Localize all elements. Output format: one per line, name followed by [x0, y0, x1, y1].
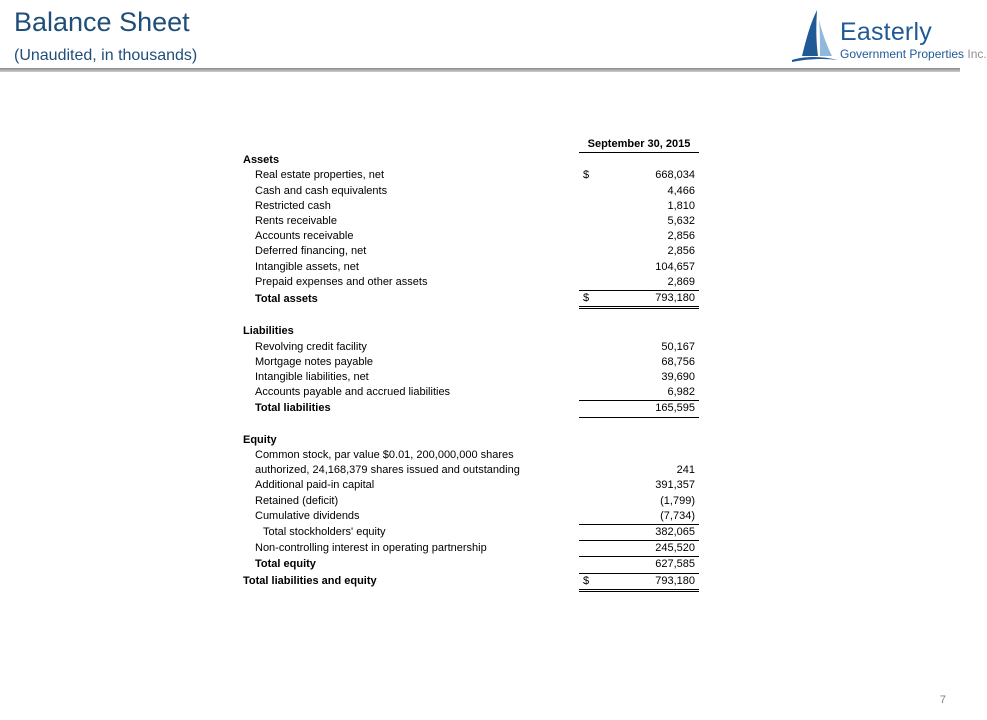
section-heading-liabilities: Liabilities: [243, 325, 294, 338]
table-row: Common stock, par value $0.01, 200,000,000 shares: [255, 449, 514, 462]
balance-sheet-table: [243, 137, 699, 592]
page-title: Balance Sheet: [14, 7, 190, 37]
sail-logo-icon: [788, 6, 840, 66]
logo-tagline: Government Properties Inc.: [840, 47, 987, 61]
grand-total-row: Total liabilities and equity $ 793,180: [243, 573, 699, 590]
total-equity-row: Total equity 627,585: [255, 558, 695, 571]
table-row: Intangible liabilities, net 39,690: [255, 371, 695, 384]
table-row: authorized, 24,168,379 shares issued and outstanding 241: [255, 464, 695, 477]
table-row: Restricted cash 1,810: [255, 199, 695, 212]
table-row: Revolving credit facility 50,167: [255, 340, 695, 353]
page-subtitle: (Unaudited, in thousands): [14, 47, 198, 64]
table-row: Prepaid expenses and other assets 2,869: [255, 275, 695, 289]
table-row: Real estate properties, net $ 668,034: [255, 169, 695, 182]
company-logo: [788, 6, 987, 66]
table-row: Cash and cash equivalents 4,466: [255, 184, 695, 197]
table-header-row: [243, 137, 699, 153]
logo-wordmark: Easterly: [840, 18, 932, 46]
table-row: Retained (deficit) (1,799): [255, 494, 695, 507]
stockholders-equity-row: Total stockholders' equity 382,065: [243, 525, 699, 541]
table-row: Cumulative dividends (7,734): [255, 509, 695, 523]
table-row: Deferred financing, net 2,856: [255, 245, 695, 258]
table-row: Mortgage notes payable 68,756: [255, 355, 695, 368]
spacer-row: [243, 308, 699, 325]
table-row: Intangible assets, net 104,657: [255, 260, 695, 273]
page-number: 7: [939, 694, 946, 706]
header-divider: [0, 68, 960, 72]
spacer-row: [243, 417, 699, 433]
total-assets-row: Total assets $ 793,180: [243, 291, 699, 308]
section-heading-equity: Equity: [243, 433, 277, 446]
section-heading-assets: Assets: [243, 153, 280, 166]
total-liabilities-row: Total liabilities 165,595: [243, 401, 699, 417]
table-row: Additional paid-in capital 391,357: [255, 479, 695, 492]
noncontrolling-interest-row: Non-controlling interest in operating partnership 245,520: [243, 541, 699, 557]
table-row: Accounts payable and accrued liabilities 6,982: [255, 386, 695, 399]
table-row: Rents receivable 5,632: [255, 215, 695, 227]
table-row: Accounts receivable 2,856: [255, 230, 695, 243]
column-header: September 30, 2015: [579, 137, 699, 153]
